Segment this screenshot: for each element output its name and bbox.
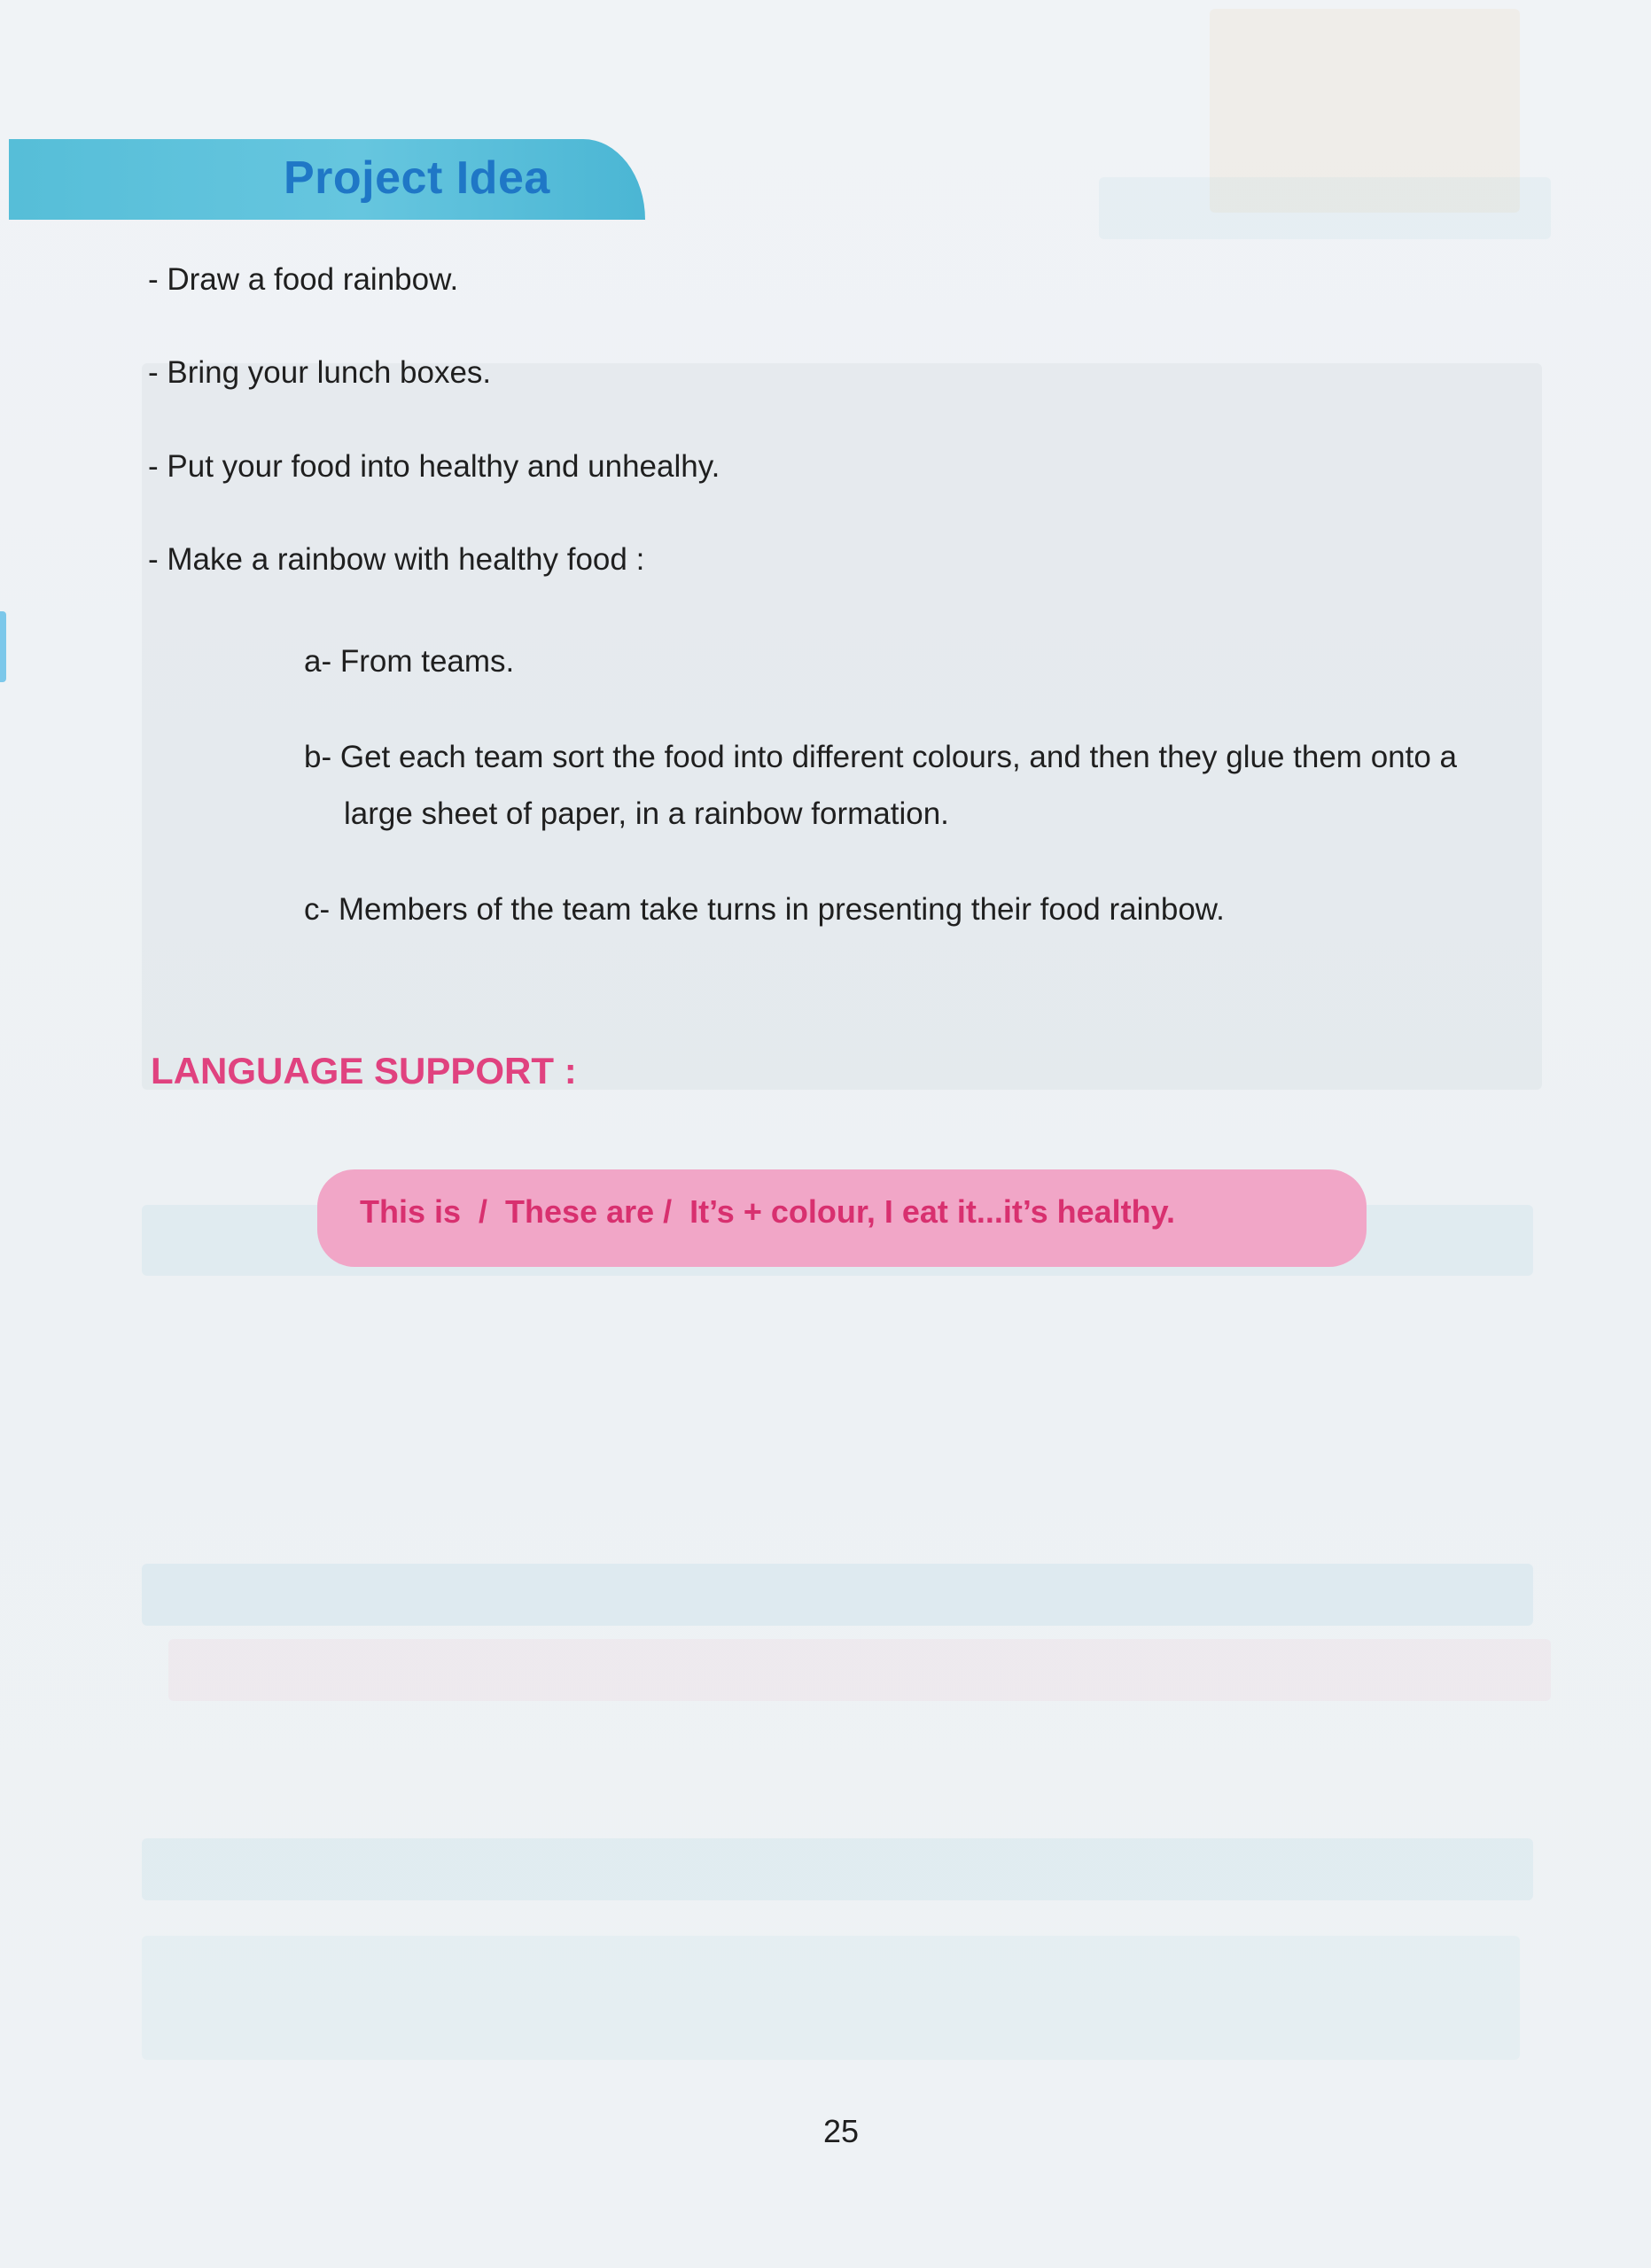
show-through-block (142, 1838, 1533, 1900)
page-number: 25 (823, 2113, 860, 2149)
sub-step-a: a- From teams. (304, 644, 515, 679)
edge-mark (0, 611, 6, 682)
sub-step-c: c- Members of the team take turns in presenting their food rainbow. (304, 892, 1225, 927)
project-step: - Draw a food rainbow. (148, 262, 459, 297)
sub-step-b-continued: large sheet of paper, in a rainbow formation. (344, 796, 949, 831)
show-through-block (1099, 177, 1551, 239)
language-support-heading: LANGUAGE SUPPORT : (151, 1050, 577, 1091)
project-step: - Make a rainbow with healthy food : (148, 542, 645, 577)
project-step: - Put your food into healthy and unhealhy. (148, 449, 720, 484)
show-through-block (142, 1936, 1520, 2060)
language-support-phrase: This is / These are / It’s + colour, I eat it...it’s healthy. (360, 1193, 1175, 1230)
sub-step-b: b- Get each team sort the food into different colours, and then they glue them onto a (304, 740, 1457, 774)
show-through-block (168, 1639, 1551, 1701)
show-through-block (142, 1564, 1533, 1626)
section-title: Project Idea (284, 152, 550, 204)
project-step: - Bring your lunch boxes. (148, 355, 492, 390)
